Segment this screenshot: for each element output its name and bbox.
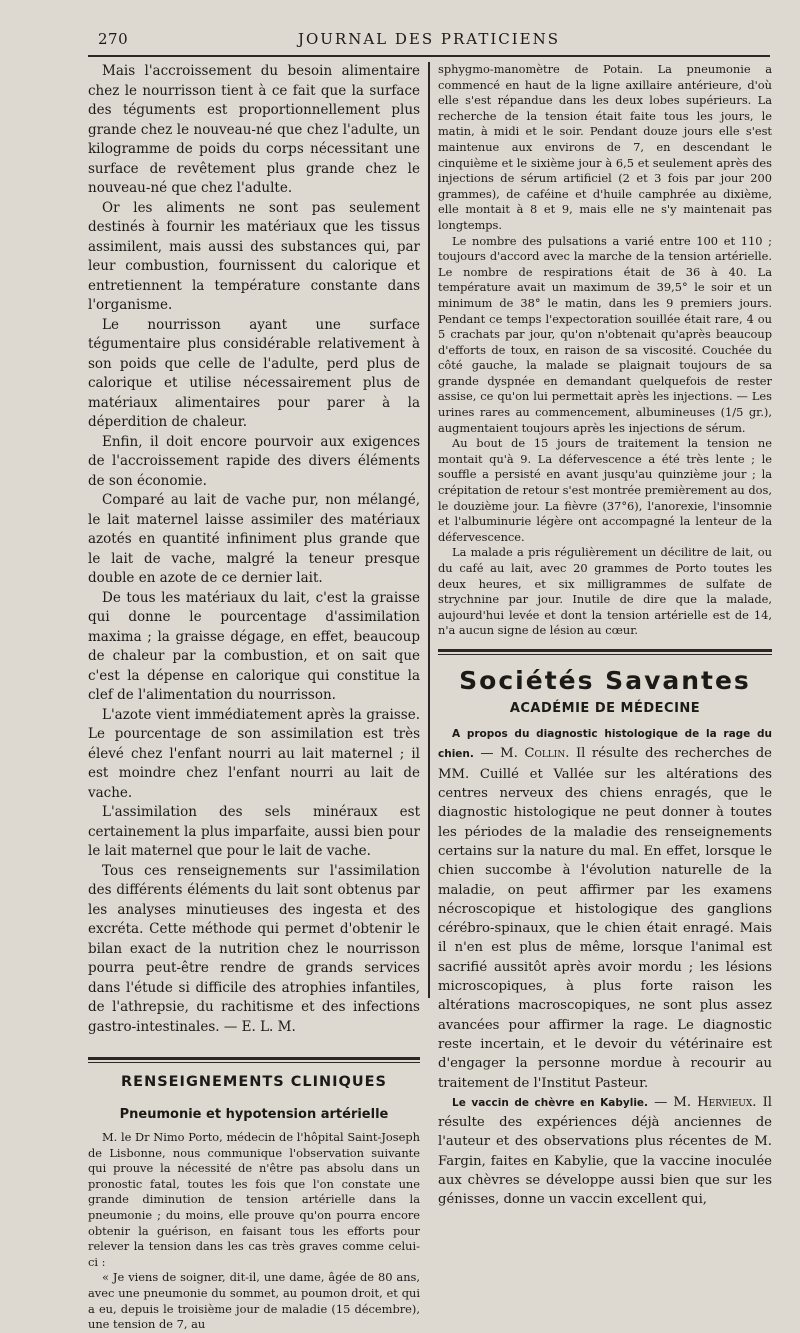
item-lead: A propos du diagnostic histologique de la rage du chien. — [438, 728, 772, 761]
academy-heading: ACADÉMIE DE MÉDECINE — [509, 700, 701, 716]
thin-rule — [88, 1062, 420, 1063]
running-head — [88, 30, 770, 50]
item-author: M. Collin. — [500, 746, 570, 762]
article-title: Pneumonie et hypotension artérielle — [119, 1106, 389, 1122]
paragraph: Or les aliments ne sont pas seulement destinés à fournir les matériaux que les tissus assimilent, mais aussi des substances qui, par leur combustion, fournissent du calorique et entretiennent la température constante dans l'organisme. — [88, 199, 420, 313]
thick-rule — [88, 1057, 420, 1060]
section-rule — [438, 649, 772, 655]
paragraph: L'assimilation des sels minéraux est certainement la plus imparfaite, aussi bien pour le lait maternel que pour le lait de vache. — [88, 804, 420, 859]
item-text: Il résulte des recherches de MM. Cuillé et Vallée sur les altérations des centres nerveux des chiens enragés, que le diagnostic histologique ne peut donner à toutes les périodes de la maladie des renseignements certains sur la nature du mal. En effet, lorsque le chien succombe à l'évolution naturelle de la maladie, on peut affirmer par les examens nécroscopique et histologique des ganglions cérébro-spinaux, que le chien était enragé. Mais il n'en est plus de même, lorsque l'animal est sacrifié aussitôt après avoir mordu ; les lésions microscopiques, à plus forte raison les altérations macroscopiques, ne sont plus assez avancées pour affirmer la rage. Le diagnostic reste incertain, et le devoir du vétérinaire est d'engager la personne mordue à recourir au traitement de l'Institut Pasteur. — [438, 746, 772, 1091]
paragraph: Comparé au lait de vache pur, non mélangé, le lait maternel laisse assimiler des matériaux azotés en quantité infiniment plus grande que le lait de vache, malgré la teneur presque double en azote de ce dernier lait. — [88, 492, 420, 586]
paragraph: Mais l'accroissement du besoin alimentaire chez le nourrisson tient à ce fait que la surface des téguments est proportionnellement plus grande chez le nouveau-né que chez l'adulte, un kilogramme de poids du corps nécessitant une surface de revêtement plus grande chez le nouveau-né que chez l'adulte. — [88, 63, 420, 196]
paragraph: Au bout de 15 jours de traitement la tension ne montait qu'à 9. La défervescence a été très lente ; le souffle a persisté en avant jusqu'au quinzième jour ; la crépitation de retour s'est montrée premièrement au dos, le douzième jour. La fièvre (37°6), l'anorexie, l'insomnie et l'albuminurie légère ont accompagné la lenteur de la défervescence. — [438, 436, 772, 544]
paragraph: M. le Dr Nimo Porto, médecin de l'hôpital Saint-Joseph de Lisbonne, nous communique l'observation suivante qui prouve la nécessité de n'être pas absolu dans un pronostic fatal, toutes les fois que l'on constate une grande diminution de tension artérielle dans la pneumonie ; du moins, elle prouve qu'on pourra encore obtenir la guérison, en faisant tous les efforts pour relever la tension dans les cas très graves comme celui-ci : — [88, 1130, 420, 1269]
journal-title: JOURNAL DES PRATICIENS — [297, 30, 561, 48]
paragraph: De tous les matériaux du lait, c'est la graisse qui donne le pourcentage d'assimilation maxima ; la graisse dégage, en effet, beaucoup de chaleur par la combustion, et on sait que c'est la dépense en calorique qui constitue la clef de l'alimentation du nourrisson. — [88, 589, 420, 703]
column-divider — [428, 62, 430, 998]
paragraph: La malade a pris régulièrement un décilitre de lait, ou du café au lait, avec 20 grammes de Porto toutes les deux heures, et six milligrammes de sulfate de strychnine par jour. Inutile de dire que la malade, aujourd'hui levée et dont la tension artérielle est de 14, n'a aucun signe de lésion au cœur. — [438, 545, 772, 638]
paragraph: Le nombre des pulsations a varié entre 100 et 110 ; toujours d'accord avec la marche de la tension artérielle. Le nombre de respirations était de 36 à 40. La température avait un maximum de 39,5° le soir et un minimum de 38° le matin, dans les 9 premiers jours. Pendant ce temps l'expectoration souillée était rare, 4 ou 5 crachats par jour, qu'on n'obtenait qu'après beaucoup d'efforts de toux, en raison de sa viscosité. Couchée du côté gauche, la malade se plaignait toujours de sa grande dyspnée en demandant quelquefois de rester assise, ce qu'on lui permettait après les injections. — Les urines rares au commencement, albumineuses (1/5 gr.), augmentaient toujours après les injections de sérum. — [438, 233, 772, 435]
item-text: Il résulte des expériences déjà anciennes de l'auteur et des observations plus récentes de M. Fargin, faites en Kabylie, que la vaccine inoculée aux chèvres se développe aussi bien que sur les génisses, donne un vaccin excellent qui, — [438, 1094, 772, 1208]
page-number: 270 — [98, 30, 129, 48]
paragraph: L'azote vient immédiatement après la graisse. Le pourcentage de son assimilation est très élevé chez l'enfant nourri au lait maternel ; il est moindre chez l'enfant nourri au lait de vache. — [88, 706, 420, 801]
item-author: M. Hervieux. — [673, 1094, 757, 1110]
section-title: Sociétés Savantes — [459, 665, 751, 695]
rubric-heading: RENSEIGNEMENTS CLINIQUES — [121, 1074, 387, 1090]
right-column — [438, 62, 772, 1210]
report-item: Le vaccin de chèvre en Kabylie. — M. Hervieux. Il résulte des expériences déjà anciennes de l'auteur et des observations plus récentes de M. Fargin, faites en Kabylie, que la vaccine inoculée aux chèvres se développe aussi bien que sur les génisses, donne un vaccin excellent qui, — [438, 1094, 772, 1208]
left-column — [88, 62, 420, 1333]
paragraph: Tous ces renseignements sur l'assimilation des différents éléments du lait sont obtenus par les analyses minutieuses des ingesta et des excréta. Cette méthode qui permet d'obtenir le bilan exact de la nutrition chez le nourrisson pourra peut-être rendre de grands services dans l'étude si difficile des atrophies infantiles, de l'athrepsie, du rachitisme et des infections gastro-intestinales. — E. L. M. — [88, 862, 420, 1035]
paragraph: sphygmo-manomètre de Potain. La pneumonie a commencé en haut de la ligne axillaire antérieure, d'où elle s'est répandue dans les deux lobes supérieurs. La recherche de la tension était faite tous les jours, le matin, à midi et le soir. Pendant douze jours elle s'est maintenue aux environs de 7, en descendant le cinquième et le sixième jour à 6,5 et seulement après des injections de sérum artificiel (2 et 3 fois par jour 200 grammes), de caféine et d'huile camphrée au dixième, elle montait à 8 et 9, mais elle ne s'y maintenait pas longtemps. — [438, 62, 772, 232]
paragraph: « Je viens de soigner, dit-il, une dame, âgée de 80 ans, avec une pneumonie du sommet, au poumon droit, et qui a eu, depuis le troisième jour de maladie (15 décembre), une tension de 7, au — [88, 1270, 420, 1332]
thick-rule — [438, 649, 772, 652]
item-lead: Le vaccin de chèvre en Kabylie. — [452, 1096, 649, 1109]
paragraph: Enfin, il doit encore pourvoir aux exigences de l'accroissement rapide des divers éléments de son économie. — [88, 433, 420, 489]
article-body — [88, 1130, 420, 1333]
thin-rule — [438, 654, 772, 655]
header-rule — [88, 55, 770, 57]
rubric-rule-top — [88, 1057, 420, 1063]
paragraph: Le nourrisson ayant une surface tégumentaire plus considérable relativement à son poids que celle de l'adulte, perd plus de calorique et utilise nécessairement plus de matériaux alimentaires pour parer à la déperdition de chaleur. — [88, 316, 420, 430]
report-item: A propos du diagnostic histologique de la rage du chien. — M. Collin. Il résulte des recherches de MM. Cuillé et Vallée sur les altérations des centres nerveux des chiens enragés, que le diagnostic histologique ne peut donner à toutes les périodes de la maladie des renseignements certains sur la nature du mal. En effet, lorsque le chien succombe à l'évolution naturelle de la maladie, on peut affirmer par les examens nécroscopique et histologique des ganglions cérébro-spinaux, que le chien était enragé. Mais il n'en est plus de même, lorsque l'animal est sacrifié aussitôt après avoir mordu ; les lésions microscopiques, à plus forte raison les altérations macroscopiques, ne sont plus assez avancées pour affirmer la rage. Le diagnostic reste incertain, et le devoir du vétérinaire est d'engager la personne mordue à recourir au traitement de l'Institut Pasteur. — [438, 728, 772, 1091]
